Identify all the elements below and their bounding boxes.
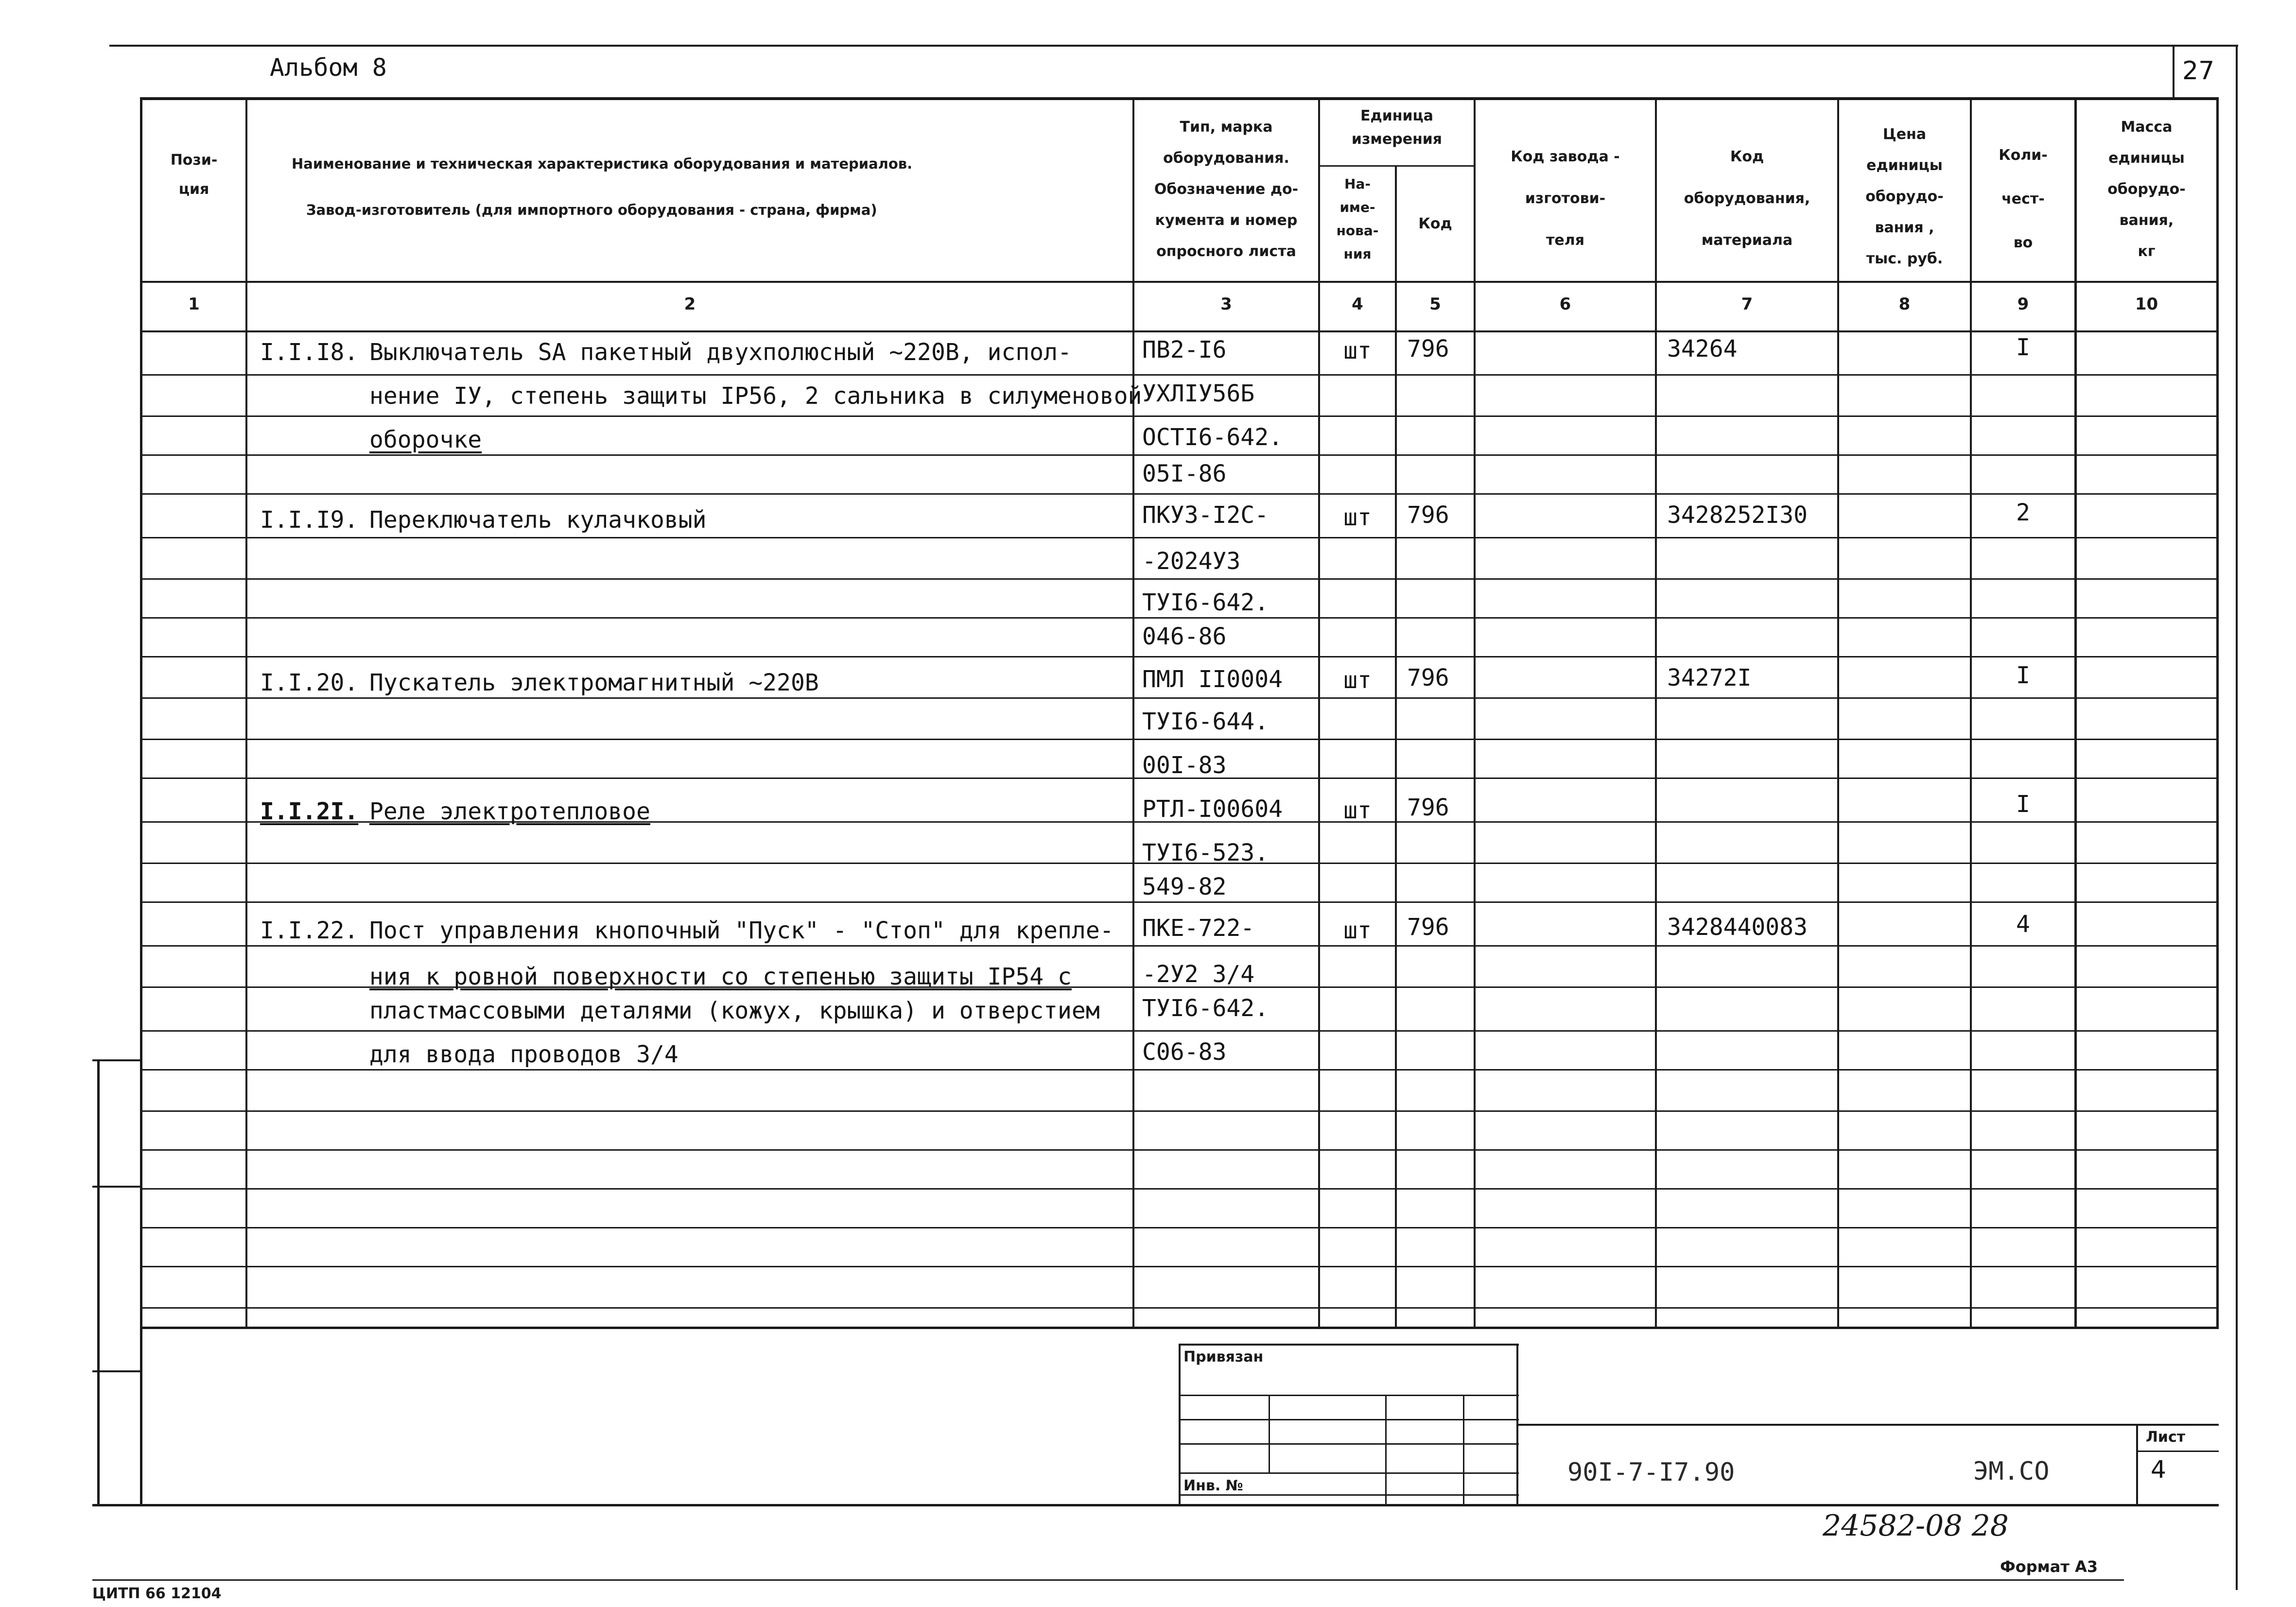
corner-stamp: ЦИТП 66 12104 xyxy=(92,1585,222,1602)
row-type: ОСТI6-642. xyxy=(1142,424,1283,451)
row-name: пластмассовыми деталями (кожух, крышка) и отверстием xyxy=(369,997,1100,1024)
col8-header: Цена единицы оборудо- вания , тыс. руб. xyxy=(1865,126,1944,267)
col-num-2: 2 xyxy=(684,294,696,314)
row-unit-code: 796 xyxy=(1407,501,1449,529)
row-name: для ввода проводов 3/4 xyxy=(369,1041,678,1068)
col-num-10: 10 xyxy=(2135,294,2158,314)
row-name: оборочке xyxy=(369,426,482,453)
row-name: Реле электротепловое xyxy=(369,798,650,825)
top-border xyxy=(109,45,2238,47)
col4-header: На- име- нова- ния xyxy=(1336,176,1379,262)
table-rule xyxy=(141,901,2219,903)
col-num-3: 3 xyxy=(1220,294,1232,314)
row-position: I.I.20. xyxy=(260,669,359,696)
sheet-number: 4 xyxy=(2151,1455,2166,1484)
col5-header: Код xyxy=(1418,215,1452,232)
row-type: ТУI6-644. xyxy=(1142,708,1269,735)
table-rule xyxy=(141,697,2219,699)
unit-group-header: Единица измерения xyxy=(1351,107,1443,148)
row-qty: 2 xyxy=(2016,499,2030,526)
row-position: I.I.I9. xyxy=(260,506,359,534)
table-rule xyxy=(141,1188,2219,1190)
row-type: ПКЕ-722- xyxy=(1142,915,1255,942)
col3-header: Тип, марка оборудования. Обозначение до- кумента и номер опросного листа xyxy=(1154,119,1299,260)
row-unit-code: 796 xyxy=(1407,794,1449,821)
row-type: 549-82 xyxy=(1142,873,1227,900)
row-name: Пост управления кнопочный "Пуск" - "Стоп" для крепле- xyxy=(369,917,1114,944)
row-type: ТУI6-642. xyxy=(1142,589,1269,616)
page-number: 27 xyxy=(2182,56,2215,86)
table-rule xyxy=(141,1110,2219,1112)
table-rule xyxy=(141,1227,2219,1228)
col-num-8: 8 xyxy=(1898,294,1911,314)
col-num-5: 5 xyxy=(1429,294,1441,314)
row-name: нение IУ, степень защиты IP56, 2 сальника в силуменовой xyxy=(369,382,1142,410)
row-type: -2У2 3/4 xyxy=(1142,961,1255,988)
row-type: ТУI6-642. xyxy=(1142,995,1269,1022)
row-position: I.I.2I. xyxy=(260,798,359,825)
row-unit-code: 796 xyxy=(1407,914,1449,941)
format-label: Формат А3 xyxy=(2000,1557,2098,1576)
row-unit: шт xyxy=(1343,667,1372,694)
row-equip-code: 34264 xyxy=(1667,335,1738,363)
binding-label: Привязан xyxy=(1183,1348,1264,1365)
row-unit: шт xyxy=(1343,917,1372,944)
table-rule xyxy=(141,739,2219,740)
col-num-6: 6 xyxy=(1559,294,1571,314)
row-name: Пускатель электромагнитный ~220В xyxy=(369,669,819,696)
col10-header: Масса единицы оборудо- вания, кг xyxy=(2107,119,2186,260)
table-rule xyxy=(141,945,2219,947)
col-num-7: 7 xyxy=(1741,294,1753,314)
row-type: -2024У3 xyxy=(1142,548,1241,575)
row-name: Выключатель SA пакетный двухполюсный ~220В, испол- xyxy=(369,339,1072,366)
row-type: ПВ2-I6 xyxy=(1142,336,1227,363)
table-rule xyxy=(141,493,2219,495)
table-rule xyxy=(141,1307,2219,1309)
table-rule xyxy=(141,1149,2219,1151)
col2-header: Наименование и техническая характеристика оборудования и материалов. Завод-изготовитель (для импортного оборудования - страна, фирма) xyxy=(292,156,913,218)
table-rule xyxy=(141,617,2219,619)
row-type: РТЛ-I00604 xyxy=(1142,795,1283,823)
row-qty: 4 xyxy=(2016,911,2030,938)
table-rule xyxy=(141,415,2219,417)
col-num-9: 9 xyxy=(2017,294,2029,314)
row-unit-code: 796 xyxy=(1407,335,1449,363)
row-unit: шт xyxy=(1343,337,1372,364)
row-type: ПМЛ II0004 xyxy=(1142,666,1283,693)
row-type: 046-86 xyxy=(1142,623,1227,650)
row-type: С06-83 xyxy=(1142,1038,1227,1066)
col1-header: Пози- ция xyxy=(170,152,218,198)
row-qty: I xyxy=(2016,334,2030,361)
col9-header: Коли- чест- во xyxy=(1999,147,2048,251)
document-code: 90I-7-I7.90 xyxy=(1567,1458,1735,1487)
album-title: Альбом 8 xyxy=(270,53,387,82)
row-qty: I xyxy=(2016,791,2030,818)
row-name: ния к ровной поверхности со степенью защиты IP54 с xyxy=(369,963,1072,990)
row-position: I.I.I8. xyxy=(260,339,359,366)
row-equip-code: 3428440083 xyxy=(1667,914,1808,941)
sheet-label: Лист xyxy=(2146,1429,2186,1446)
row-type: ПКУ3-I2С- xyxy=(1142,501,1269,529)
row-unit: шт xyxy=(1343,504,1372,531)
row-type: УХЛIУ56Б xyxy=(1142,380,1255,407)
table-rule xyxy=(141,374,2219,376)
table-rule xyxy=(141,454,2219,456)
row-type: 05I-86 xyxy=(1142,460,1227,487)
row-equip-code: 34272I xyxy=(1667,664,1752,691)
row-type: ТУI6-523. xyxy=(1142,839,1269,866)
table-rule xyxy=(141,578,2219,580)
table-rule xyxy=(141,1069,2219,1071)
row-name: Переключатель кулачковый xyxy=(369,506,707,534)
row-position: I.I.22. xyxy=(260,917,359,944)
table-rule xyxy=(141,1266,2219,1267)
table-rule xyxy=(141,656,2219,657)
row-qty: I xyxy=(2016,662,2030,689)
col-num-4: 4 xyxy=(1352,294,1363,314)
col7-header: Код оборудования, материала xyxy=(1684,148,1810,249)
row-type: 00I-83 xyxy=(1142,752,1227,779)
row-unit-code: 796 xyxy=(1407,664,1449,691)
col-num-1: 1 xyxy=(188,294,200,314)
inventory-number-label: Инв. № xyxy=(1183,1477,1243,1494)
handwritten-number: 24582-08 28 xyxy=(1823,1509,2009,1543)
col6-header: Код завода - изготови- теля xyxy=(1511,148,1620,249)
document-mark: ЭМ.СО xyxy=(1973,1457,2050,1486)
table-rule xyxy=(141,537,2219,538)
row-unit: шт xyxy=(1343,797,1372,824)
row-equip-code: 3428252I30 xyxy=(1667,501,1808,529)
table-rule xyxy=(141,1030,2219,1032)
